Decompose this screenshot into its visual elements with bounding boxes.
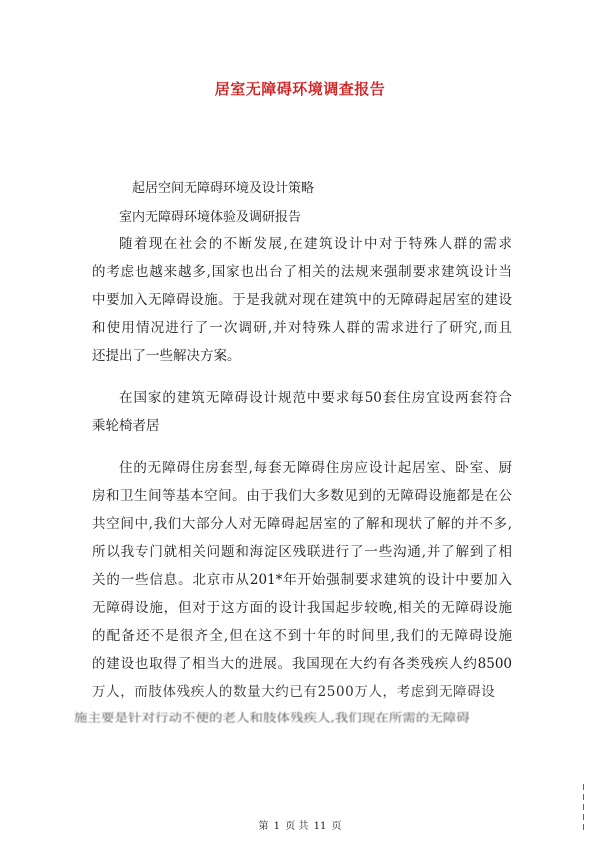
paragraph-line: 乘轮椅者居 <box>92 418 160 434</box>
paragraph-line: 住的无障碍住房套型,每套无障碍住房应设计起居室、卧室、厨 <box>119 460 512 476</box>
subtitle-strategy: 起居空间无障碍环境及设计策略 <box>132 181 315 196</box>
paragraph-line: 所以我专门就相关问题和海淀区残联进行了一些沟通,并了解到了相 <box>92 544 512 560</box>
scan-edge-marks <box>580 780 586 840</box>
paragraph-line: 的考虑也越来越多,国家也出台了相关的法规来强制要求建筑设计当 <box>92 264 512 280</box>
paragraph-line: 的建设也取得了相当大的进展。我国现在大约有各类残疾人约8500 <box>92 656 512 672</box>
paragraph-line: 随着现在社会的不断发展,在建筑设计中对于特殊人群的需求 <box>119 236 512 252</box>
paragraph-line: 共空间中,我们大部分人对无障碍起居室的了解和现状了解的并不多, <box>92 516 512 532</box>
document-title: 居室无障碍环境调查报告 <box>214 80 386 98</box>
paragraph-line: 房和卫生间等基本空间。由于我们大多数见到的无障碍设施都是在公 <box>92 488 512 504</box>
footer-page-number: 1 <box>273 821 281 832</box>
paragraph-line-distorted: 施主要是针对行动不便的老人和肢体残疾人,我们现在所需的无障碍 <box>74 711 470 725</box>
subtitle-report: 室内无障碍环境体验及调研报告 <box>119 210 302 225</box>
paragraph-line: 中要加入无障碍设施。于是我就对现在建筑中的无障碍起居室的建设 <box>92 292 512 308</box>
paragraph-line: 还提出了一些解决方案。 <box>92 348 241 364</box>
footer-prefix: 第 <box>258 821 269 832</box>
paragraph-line: 在国家的建筑无障碍设计规范中要求每50套住房宜设两套符合 <box>119 390 512 406</box>
paragraph-line: 无障碍设施，但对于这方面的设计我国起步较晚,相关的无障碍设施 <box>92 600 512 616</box>
paragraph-line: 关的一些信息。北京市从201*年开始强制要求建筑的设计中要加入 <box>92 572 512 588</box>
footer-total-pages: 11 <box>313 821 327 832</box>
paragraph-line-distorted: 万人，而肢体残疾人的数量大约已有2500万人，考虑到无障碍设 <box>92 684 496 700</box>
paragraph-line: 的配备还不是很齐全,但在这不到十年的时间里,我们的无障碍设施 <box>92 628 512 644</box>
page-footer <box>0 817 600 832</box>
footer-mid: 页 共 <box>285 821 309 832</box>
paragraph-line: 和使用情况进行了一次调研,并对特殊人群的需求进行了研究,而且 <box>92 320 512 336</box>
footer-suffix: 页 <box>331 821 342 832</box>
